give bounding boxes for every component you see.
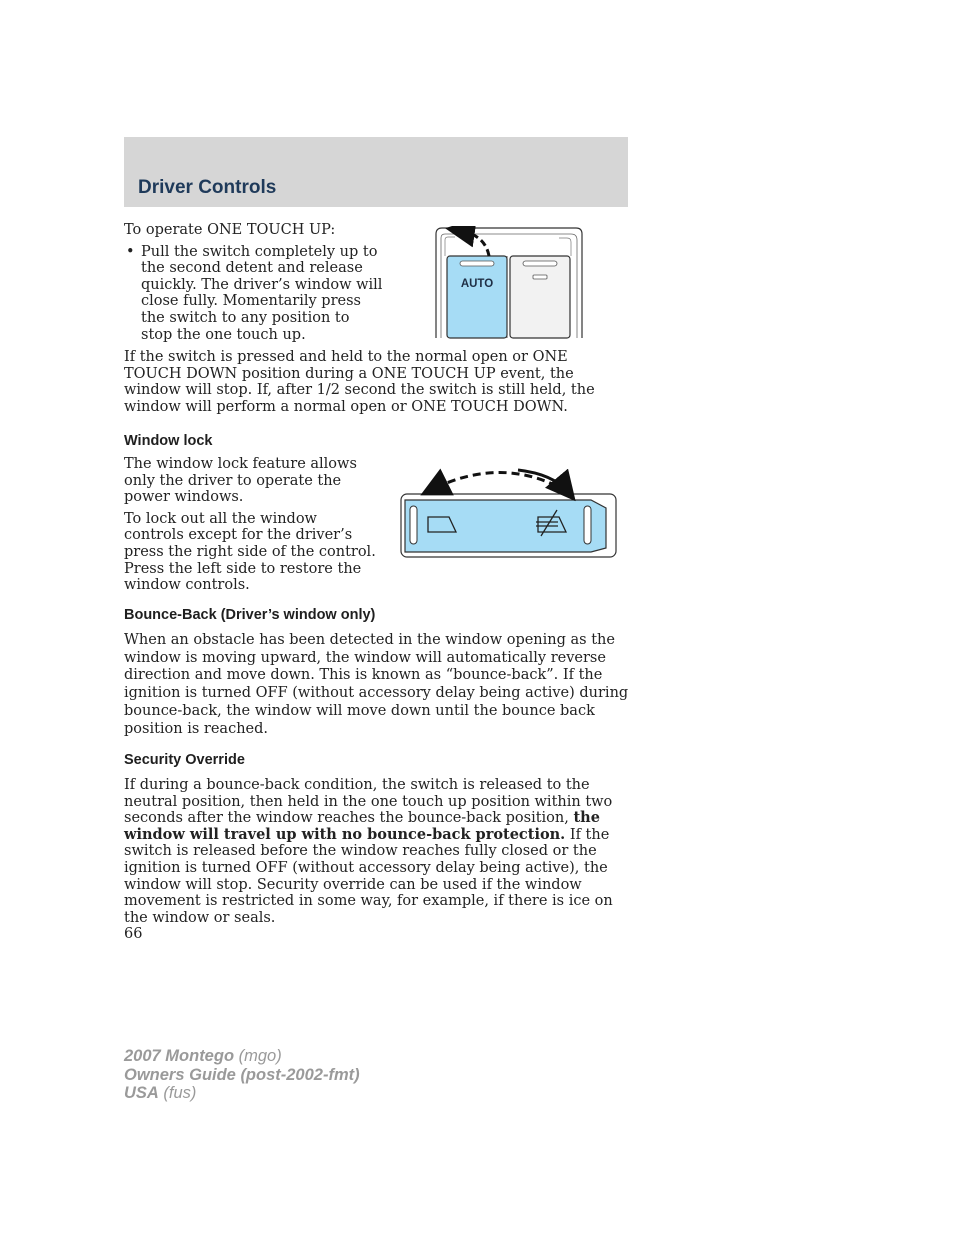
footer-market: USA [124,1084,159,1102]
footer-line-3 [124,1084,360,1103]
window-lock-p2: To lock out all the window controls except for the driver’s press the right side of the control. Press the left side to restore the window controls. [124,510,376,594]
one-touch-up-steps [124,244,384,344]
security-override-text-1: If during a bounce-back condition, the switch is released to the neutral position, then held in the one touch up position within two seconds after the window reaches the bounce-back position, [124,777,613,827]
bounce-back-heading: Bounce-Back (Driver’s window only) [124,607,376,623]
security-override-heading: Security Override [124,752,245,768]
footer-market-code: (fus) [158,1084,197,1102]
one-touch-up-section [124,222,384,343]
one-touch-up-intro: To operate ONE TOUCH UP: [124,222,336,238]
auto-switch [447,256,507,338]
passenger-switch [510,256,570,338]
footer-line-1 [124,1047,360,1066]
one-touch-up-paragraph-text: If the switch is pressed and held to the normal open or ONE TOUCH DOWN position during a ONE TOUCH UP event, the window will stop. If, after 1/2 second the switch is still held, the window will perform a normal open or ONE TOUCH DOWN. [124,349,595,415]
window-switch-illustration [433,226,585,340]
footer-model-code: (mgo) [234,1047,282,1065]
footer-model: 2007 Montego [124,1047,235,1065]
auto-switch-label: AUTO [460,278,494,290]
arrow-left-icon [431,472,568,492]
one-touch-up-paragraph [124,349,624,415]
security-override-text-2: If the switch is released before the window reaches fully closed or the ignition is turned OFF (without accessory delay being active), the window will stop. Security override can be used if the window movement is restricted in some way, for example, if there is ice on the window or seals. [124,826,613,926]
document-footer [124,1047,360,1103]
window-lock-section [124,456,379,594]
security-override-bold: the window will travel up with no bounce-back protection. [124,809,600,843]
window-lock-p1: The window lock feature allows only the driver to operate the power windows. [124,456,357,506]
footer-line-2 [124,1066,360,1085]
page-number: 66 [124,926,143,942]
security-override-paragraph [124,777,629,926]
bounce-back-paragraph: When an obstacle has been detected in the window opening as the window is moving upward, the window will automatically reverse direction and move down. This is known as “bounce-back”. If the ignition is turned OFF (without accessory delay being active) during bounce-back, the window will move down until the bounce back position is reached. [124,632,629,737]
section-header-band [124,137,628,207]
list-item: • Pull the switch completely up to the second detent and release quickly. The driver’s window will close fully. Momentarily press the switch to any position to stop the one touch up. [124,244,384,344]
page-title: Driver Controls [138,177,277,198]
window-lock-rocker [405,500,606,552]
footer-guide: Owners Guide (post-2002-fmt) [124,1065,360,1084]
window-lock-switch-illustration [398,462,620,562]
window-lock-heading: Window lock [124,433,213,449]
